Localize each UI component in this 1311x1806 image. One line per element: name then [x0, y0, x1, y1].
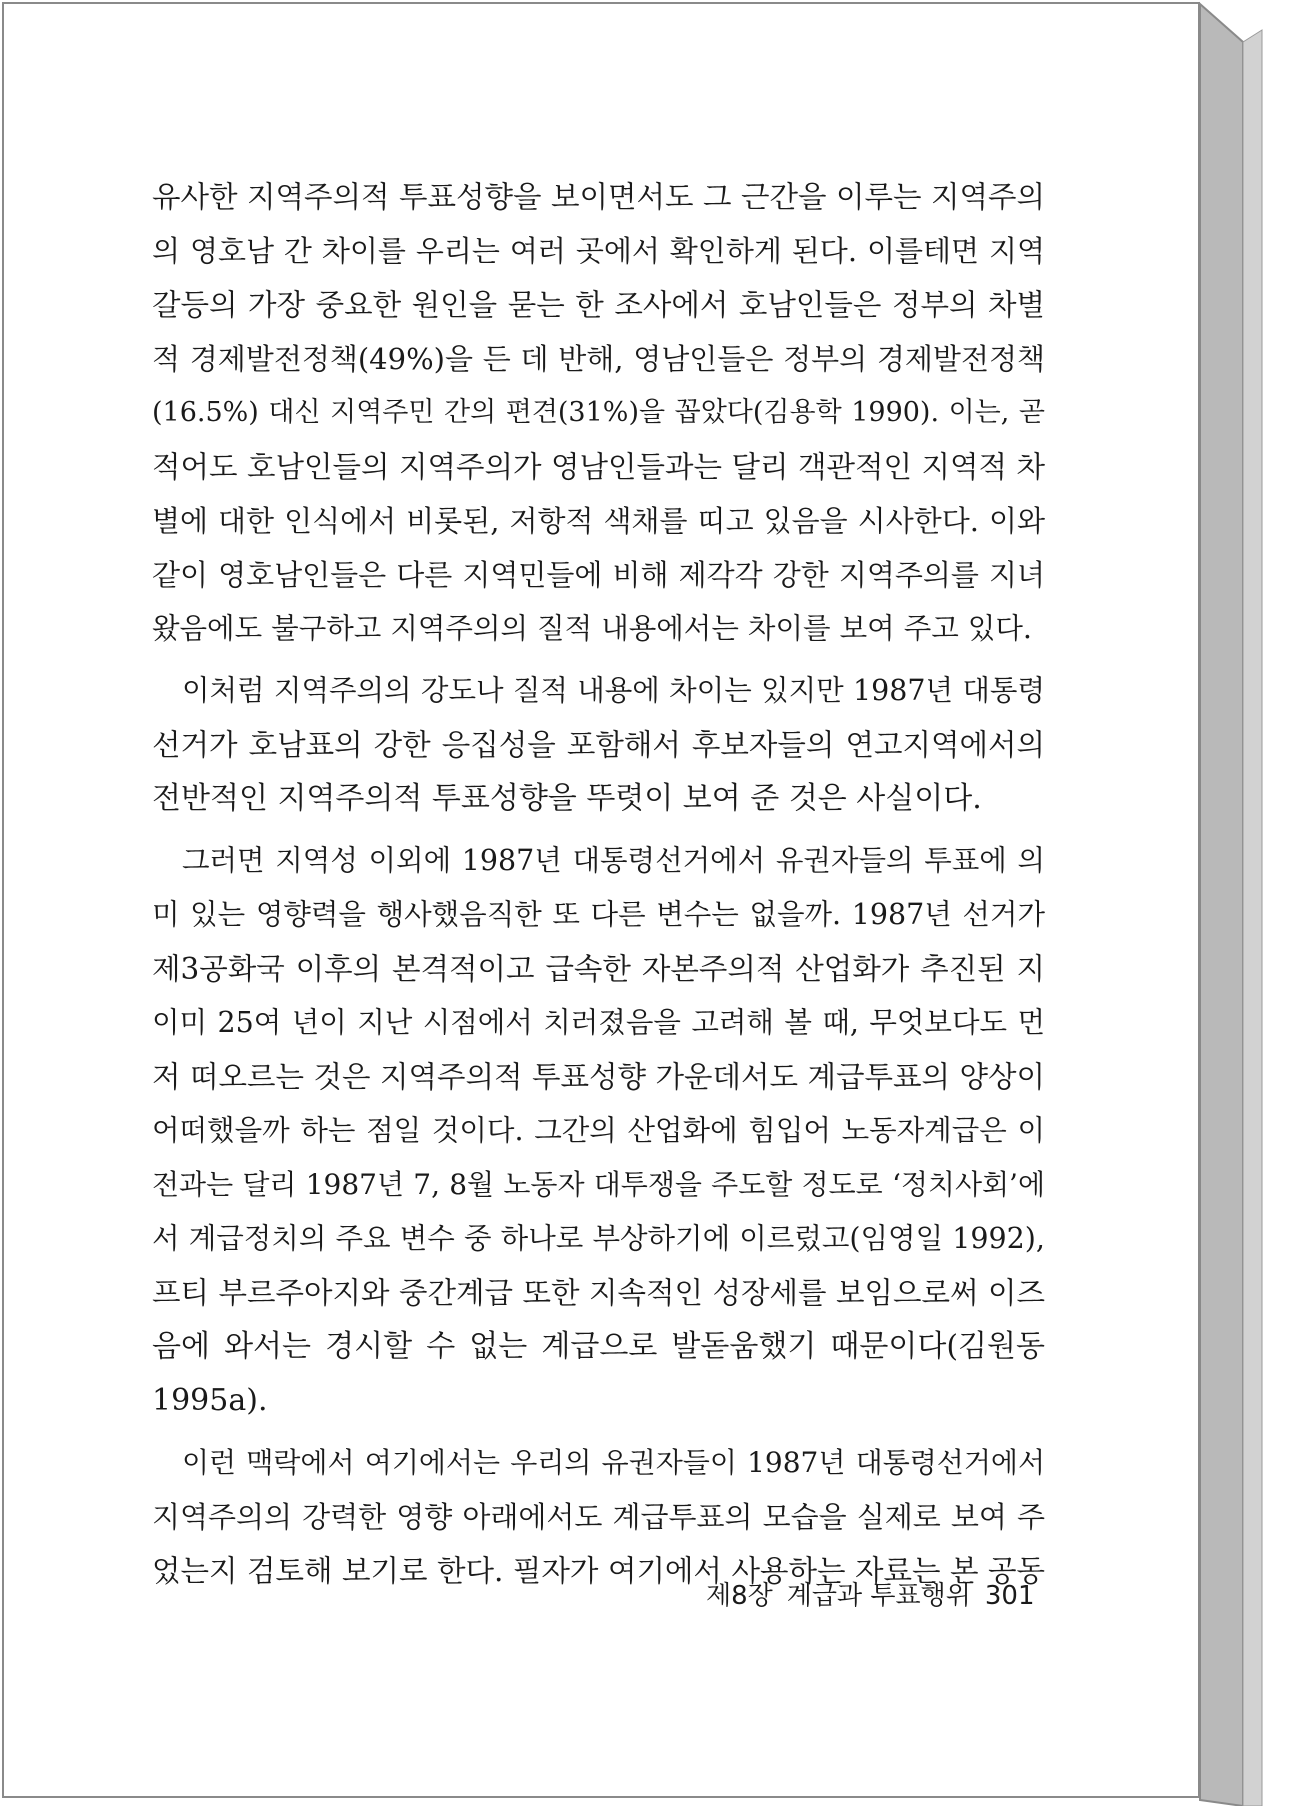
- text-line: 음에 와서는 경시할 수 없는 계급으로 발돋움했기 때문이다(김원동: [152, 1329, 1045, 1364]
- footer-chapter: 제8장: [706, 1581, 773, 1611]
- text-line: 서 계급정치의 주요 변수 중 하나로 부상하기에 이르렀고(임영일 1992),: [152, 1222, 1045, 1255]
- text-line: 1995a).: [152, 1383, 268, 1418]
- text-line: 유사한 지역주의적 투표성향을 보이면서도 그 근간을 이루는 지역주의: [152, 180, 1045, 214]
- text-line: 지역주의의 강력한 영향 아래에서도 계급투표의 모습을 실제로 보여 주: [152, 1500, 1045, 1534]
- footer-title: 계급과 투표행위: [786, 1581, 971, 1611]
- paragraph-2: [152, 664, 1045, 826]
- text-line: 이미 25여 년이 지난 시점에서 치러졌음을 고려해 볼 때, 무엇보다도 먼: [152, 1006, 1045, 1039]
- text-line: 같이 영호남인들은 다른 지역민들에 비해 제각각 강한 지역주의를 지녀: [152, 558, 1045, 592]
- text-line: 저 떠오르는 것은 지역주의적 투표성향 가운데서도 계급투표의 양상이: [152, 1060, 1045, 1094]
- page-stack-side-shade: [1243, 30, 1262, 1806]
- text-line: 선거가 호남표의 강한 응집성을 포함해서 후보자들의 연고지역에서의: [152, 728, 1045, 762]
- text-line: 갈등의 가장 중요한 원인을 묻는 한 조사에서 호남인들은 정부의 차별: [152, 288, 1045, 322]
- text-line: 제3공화국 이후의 본격적이고 급속한 자본주의적 산업화가 추진된 지: [152, 952, 1045, 986]
- text-line: 미 있는 영향력을 행사했음직한 또 다른 변수는 없을까. 1987년 선거가: [152, 898, 1045, 931]
- text-line: (16.5%) 대신 지역주민 간의 편견(31%)을 꼽았다(김용학 1990). 이는, 곧: [152, 397, 1045, 428]
- text-line: 적 경제발전정책(49%)을 든 데 반해, 영남인들은 정부의 경제발전정책: [152, 342, 1045, 376]
- page-stack-side: [1200, 4, 1243, 1806]
- text-line: 전과는 달리 1987년 7, 8월 노동자 대투쟁을 주도할 정도로 ‘정치사회’에: [152, 1168, 1045, 1201]
- text-line: 프티 부르주아지와 중간계급 또한 지속적인 성장세를 보임으로써 이즈: [152, 1276, 1045, 1310]
- text-line: 그러면 지역성 이외에 1987년 대통령선거에서 유권자들의 투표에 의: [182, 844, 1045, 877]
- text-line: 왔음에도 불구하고 지역주의의 질적 내용에서는 차이를 보여 주고 있다.: [152, 612, 1032, 645]
- text-line: 이처럼 지역주의의 강도나 질적 내용에 차이는 있지만 1987년 대통령: [182, 674, 1045, 707]
- text-line: 의 영호남 간 차이를 우리는 여러 곳에서 확인하게 된다. 이를테면 지역: [152, 234, 1045, 268]
- text-line: 이런 맥락에서 여기에서는 우리의 유권자들이 1987년 대통령선거에서: [182, 1446, 1045, 1479]
- text-line: 별에 대한 인식에서 비롯된, 저항적 색채를 띠고 있음을 시사한다. 이와: [152, 504, 1045, 538]
- body-text: [152, 170, 1045, 1598]
- text-line: 었는지 검토해 보기로 한다. 필자가 여기에서 사용하는 자료는 본 공동: [152, 1554, 1045, 1588]
- paragraph-4: [152, 1436, 1045, 1598]
- text-line: 적어도 호남인들의 지역주의가 영남인들과는 달리 객관적인 지역적 차: [152, 450, 1045, 484]
- text-line: 전반적인 지역주의적 투표성향을 뚜렷이 보여 준 것은 사실이다.: [152, 781, 982, 816]
- running-footer: [706, 1575, 1035, 1612]
- page-number: 301: [984, 1581, 1035, 1611]
- paragraph-3: [152, 834, 1045, 1428]
- paragraph-1: [152, 170, 1045, 656]
- text-line: 어떠했을까 하는 점일 것이다. 그간의 산업화에 힘입어 노동자계급은 이: [152, 1114, 1045, 1147]
